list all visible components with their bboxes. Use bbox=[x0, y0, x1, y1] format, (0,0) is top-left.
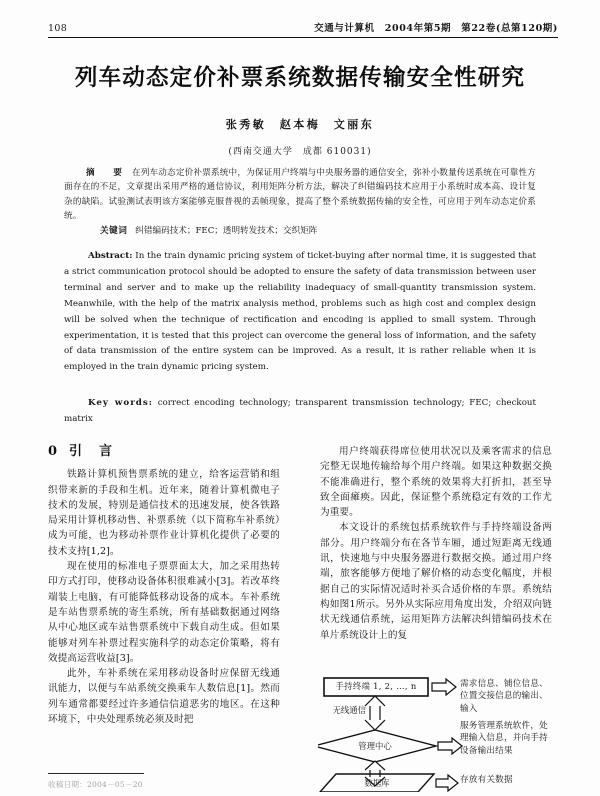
english-keywords bbox=[64, 396, 536, 428]
author-list: 张秀敏 赵本梅 文丽东 bbox=[225, 118, 375, 131]
wireless-link-label: 无线通信 bbox=[332, 705, 366, 715]
output-arrow-center bbox=[438, 738, 462, 754]
chinese-abstract bbox=[64, 166, 536, 224]
running-head bbox=[48, 18, 558, 34]
abstract-label-en: Abstract: bbox=[88, 251, 133, 261]
keywords-label-en: Key words: bbox=[88, 398, 153, 408]
paragraph: 用户终端获得席位使用状况以及乘客需求的信息完整无误地传输给每个用户终端。如果这种数据交换不能准确进行，整个系统的效果将大打折扣，甚至导致全面瘫痪。因此，保证整个系统稳定有效的工作尤为重要。 bbox=[320, 446, 552, 519]
output-arrow-database bbox=[436, 775, 458, 791]
footnote-rule bbox=[48, 773, 144, 774]
abstract-text-zh: 在列车动态定价补票系统中，为保证用户终端与中央服务器的通信安全，弥补小数量传送系统在可靠性方面存在的不足，文章提出采用严格的通信协议，利用矩阵分析方法，解决了纠错编码技术应用于小系统时成本高、设计复杂的缺陷。试验测试表明该方案能够克服普视的丢帧现象，提高了整个系统数据传输的安全性，可应用于列车动态定价系统。 bbox=[64, 168, 536, 222]
abstract-text-en: In the train dynamic pricing system of ticket-buying after normal time, it is suggested that a strict communication protocol should be adopted to ensure the safety of data transmission between user terminal and server and to make up the reliability inadequacy of small-quantity transmission system. Meanwhile, with the help of the matrix analysis method, problems such as high cost and complex design will be solved when the technique of rectification and encoding is applied to small system. Through experimentation, it is tested that this project can overcome the general loss of information, and the safety of data transmission of the entire system can be improved. As a result, it is rather reliable when it is employed in the train dynamic pricing system. bbox=[64, 251, 536, 373]
footnote-text: 收稿日期：2004－05－20 bbox=[48, 780, 143, 789]
keywords-text-zh: 纠错编码技术；FEC；透明转发技术；交织矩阵 bbox=[135, 226, 318, 236]
page-number: 108 bbox=[48, 23, 68, 34]
section-heading bbox=[48, 444, 280, 459]
figure-note: 服务管理系统软件，处理输入信息，并向手持设备输出结果 bbox=[460, 721, 548, 756]
figure-note: 存放有关数据 bbox=[460, 775, 513, 785]
section-number: 0 bbox=[48, 444, 60, 459]
section-title: 引 言 bbox=[69, 444, 115, 459]
wireless-link-arrow bbox=[365, 696, 385, 730]
body-column-right bbox=[320, 444, 552, 643]
terminal-node-label: 手持终端 1, 2, …, n bbox=[335, 681, 417, 691]
journal-citation: 交通与计算机 2004年第5期 第22卷(总第120期) bbox=[314, 23, 558, 34]
system-structure-figure bbox=[318, 676, 554, 792]
body-column-left bbox=[48, 444, 280, 727]
keywords-text-en: correct encoding technology; transparent transmission technology; FEC; checkout matrix bbox=[64, 398, 537, 424]
paragraph: 现在使用的标准电子票票面太大，加之采用热转印方式打印，使移动设备体积很难减小[3]。若改革终端装上电脑，有可能降低移动设备的成本。车补系统是车站售票系统的寄生系统，所有基础数据通过网络从中心地区或车站售票系统中下载自动生成。但如果能够对列车补票过程实施科学的动态定价策略，将有效提高运营收益[3]。 bbox=[48, 561, 280, 664]
center-node-label: 管理中心 bbox=[358, 741, 392, 751]
english-abstract bbox=[64, 249, 536, 376]
affiliation: (西南交通大学 成都 610031) bbox=[228, 147, 372, 157]
page-title: 列车动态定价补票系统数据传输安全性研究 bbox=[74, 65, 526, 91]
paragraph: 此外，车补系统在采用移动设备时应保留无线通讯能力，以便与车站系统交换乘车人数信息[1]。然而列车通常都要经过许多通信信道恶劣的地区。在这种环境下，中央处理系统必须及时把 bbox=[48, 668, 280, 726]
output-arrow-terminal bbox=[432, 679, 456, 695]
database-node-label: 数据库 bbox=[364, 778, 390, 788]
paragraph: 本文设计的系统包括系统软件与手持终端设备两部分。用户终端分布在各节车厢，通过短距离无线通讯，快速地与中央服务器进行数据交换。通过用户终端，旅客能够方便地了解价格的动态变化幅度，并根据自己的实际情况适时补买合适价格的车票。系统结构如图1所示。另外从实际应用角度出发，介绍双向链状无线通信系统，运用矩阵方法解决纠错编码技术在单片系统设计上的复 bbox=[320, 522, 552, 641]
figure-note: 需求信息、铺位信息、位置交接信息的输出、输入 bbox=[460, 679, 548, 714]
keywords-label-zh: 关键词 bbox=[100, 226, 128, 236]
paragraph: 铁路计算机预售票系统的建立，给客运营销和组织带来新的手段和生机。近年来，随着计算机微电子技术的发展，特别是通信技术的迅速发展，使各铁路局采用计算机移动售、补票系统（以下简称车补系统）成为可能，也为移动补票作业计算机化提供了必要的技术支持[1,2]。 bbox=[48, 469, 280, 557]
chinese-keywords bbox=[64, 224, 536, 238]
header-divider-rule bbox=[48, 37, 558, 38]
abstract-label-zh: 摘 要 bbox=[86, 168, 127, 178]
